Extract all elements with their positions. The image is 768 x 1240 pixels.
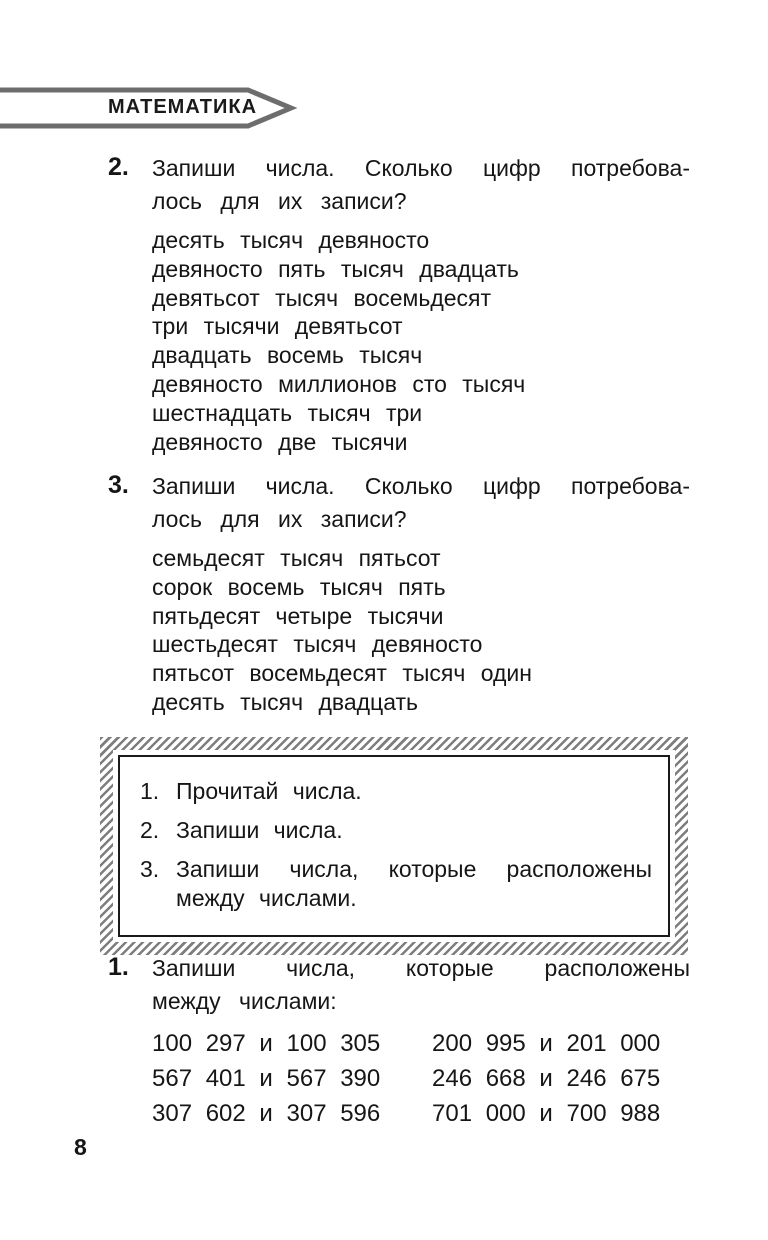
task-1-prompt-line1: Запиши числа, которые расположены (152, 955, 690, 981)
info-box-item-number: 2. (140, 817, 160, 843)
exercise-3-word-list (152, 544, 690, 717)
number-pair-row (152, 1061, 690, 1096)
number-pair: 100 297 и 100 305 (152, 1030, 381, 1057)
chapter-banner (0, 86, 300, 130)
word-number-item: шестьдесят тысяч девяносто (152, 631, 483, 658)
info-box-item (140, 816, 652, 845)
exercise-2 (110, 152, 690, 456)
word-number-item: девяносто пять тысяч двадцать (152, 255, 519, 282)
word-number-item: двадцать восемь тысяч (152, 342, 423, 369)
exercise-3-prompt-line1: Запиши числа. Сколько цифр потребова- (152, 473, 690, 499)
number-pair: 307 602 и 307 596 (152, 1100, 381, 1127)
word-number-item: пятьдесят четыре тысячи (152, 602, 444, 629)
exercise-2-body (152, 152, 690, 456)
task-1 (110, 952, 690, 1131)
task-1-number: 1. (108, 953, 129, 981)
info-box-item-text: Запиши числа, которые расположены между числами. (176, 856, 652, 911)
word-number-item: пятьсот восемьдесят тысяч один (152, 660, 532, 687)
info-box (100, 737, 688, 955)
word-number-item: девяносто две тысячи (152, 428, 408, 455)
exercise-2-prompt-line1: Запиши числа. Сколько цифр потребова- (152, 155, 690, 181)
chapter-title: МАТЕМАТИКА (108, 96, 258, 118)
number-pair-row (152, 1026, 690, 1061)
info-box-gap (113, 750, 675, 942)
number-pair: 246 668 и 246 675 (432, 1065, 661, 1092)
exercise-3-number: 3. (108, 471, 129, 499)
exercise-2-word-list (152, 226, 690, 456)
info-box-item-text: Запиши числа. (176, 817, 343, 843)
page-number: 8 (74, 1134, 87, 1160)
word-number-item: девятьсот тысяч восемьдесят (152, 284, 492, 311)
number-pair-row (152, 1096, 690, 1131)
task-1-body (152, 952, 690, 1131)
exercise-2-number: 2. (108, 153, 129, 181)
exercise-3-prompt-line2: лось для их записи? (152, 506, 407, 532)
exercise-2-prompt-line2: лось для их записи? (152, 188, 407, 214)
exercise-3-body (152, 470, 690, 717)
info-box-item (140, 855, 652, 913)
info-box-item-number: 1. (140, 778, 160, 804)
word-number-item: десять тысяч двадцать (152, 688, 419, 715)
number-pair: 701 000 и 700 988 (432, 1100, 661, 1127)
task-1-prompt-line2: между числами: (152, 988, 337, 1014)
info-box-hatched-border (100, 737, 688, 955)
word-number-item: сорок восемь тысяч пять (152, 573, 446, 600)
number-pairs-grid (152, 1026, 690, 1131)
number-pair: 200 995 и 201 000 (432, 1030, 661, 1057)
info-box-item-text: Прочитай числа. (176, 778, 362, 804)
word-number-item: шестнадцать тысяч три (152, 399, 423, 426)
exercise-3 (110, 470, 690, 717)
info-box-item (140, 777, 652, 806)
word-number-item: десять тысяч девяносто (152, 227, 430, 253)
word-number-item: девяносто миллионов сто тысяч (152, 370, 526, 397)
number-pair: 567 401 и 567 390 (152, 1065, 381, 1092)
info-box-inner (118, 755, 670, 937)
word-number-item: три тысячи девятьсот (152, 313, 403, 340)
word-number-item: семьдесят тысяч пятьсот (152, 545, 441, 571)
info-box-item-number: 3. (140, 856, 160, 882)
